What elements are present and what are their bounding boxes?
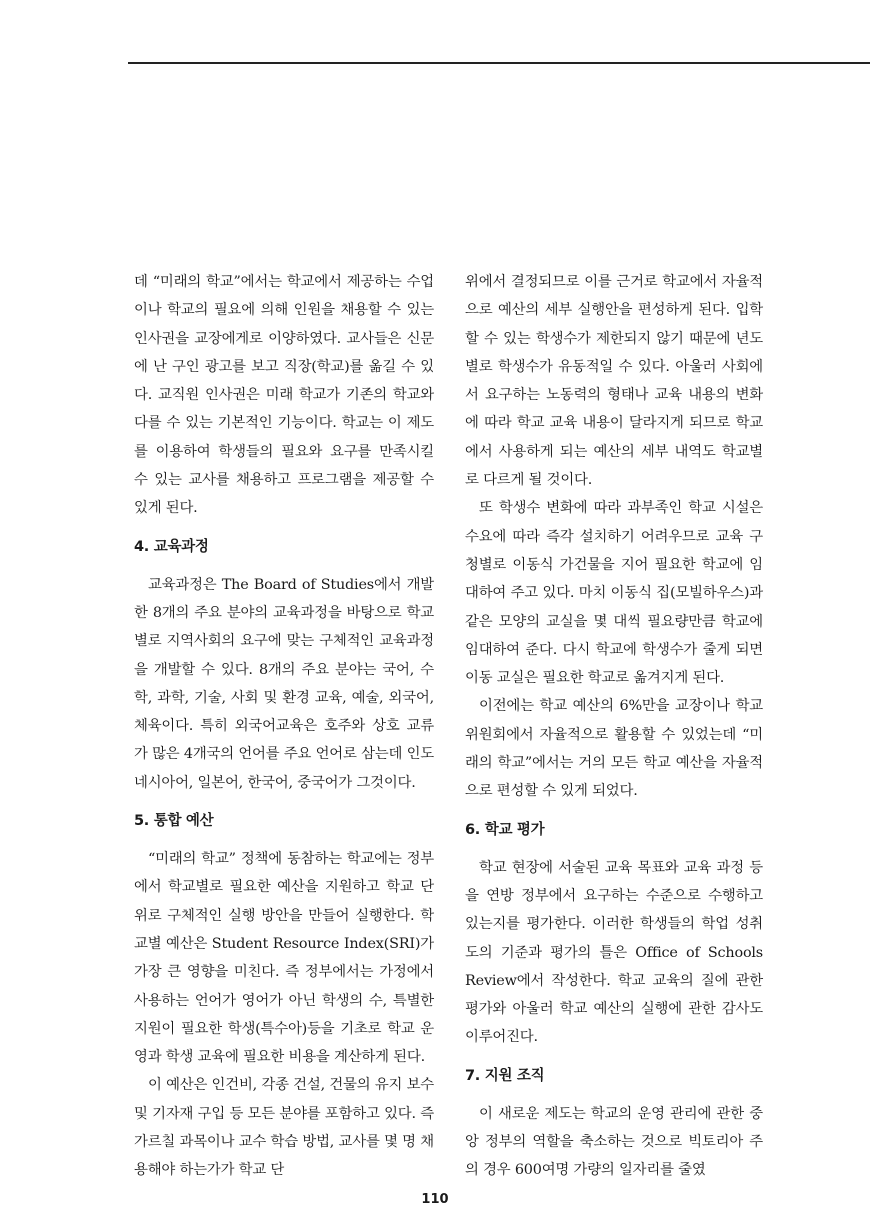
left-paragraph-4: 이 예산은 인건비, 각종 건설, 건물의 유지 보수 및 기자재 구입 등 모든 분야를 포함하고 있다. 즉 가르칠 과목이나 교수 학습 방법, 교사를 몇 명 채용해야 하는가가 학교 단 (134, 1077, 434, 1179)
top-rule (128, 62, 870, 64)
right-paragraph-2: 또 학생수 변화에 따라 과부족인 학교 시설은 수요에 따라 즉각 설치하기 어려우므로 교육 구청별로 이동식 가건물을 지어 필요한 학교에 임대하여 주고 있다. 마치 이동식 집(모빌하우스)과 같은 모양의 교실을 몇 대씩 필요량만큼 학교에 임대하여 준다. 다시 학교에 학생수가 줄게 되면 이동 교실은 필요한 학교로 옮겨지게 된다. (465, 500, 763, 687)
section-heading-integrated-budget: 5. 통합 예산 (134, 813, 214, 830)
left-paragraph-3: “미래의 학교” 정책에 동참하는 학교에는 정부에서 학교별로 필요한 예산을 지원하고 학교 단위로 구체적인 실행 방안을 만들어 실행한다. 학교별 예산은 Student Resource Index(SRI)가 가장 큰 영향을 미친다. 즉 정부에서는 가정에서 사용하는 언어가 영어가 아닌 학생의 수, 특별한 지원이 필요한 학생(특수아)등을 기초로 학교 운영과 학생 교육에 필요한 비용을 계산하게 된다. (134, 851, 434, 1066)
section-heading-curriculum: 4. 교육과정 (134, 538, 209, 555)
left-paragraph-2: 교육과정은 The Board of Studies에서 개발한 8개의 주요 분야의 교육과정을 바탕으로 학교별로 지역사회의 요구에 맞는 구체적인 교육과정을 개발할 수 있다. 8개의 주요 분야는 국어, 수학, 과학, 기술, 사회 및 환경 교육, 예술, 외국어, 체육이다. 특히 외국어교육은 호주와 상호 교류가 많은 4개국의 언어를 주요 언어로 삼는데 인도네시아어, 일본어, 한국어, 중국어가 그것이다. (134, 576, 434, 791)
page-number: 110 (421, 1192, 449, 1207)
section-heading-school-evaluation: 6. 학교 평가 (465, 821, 545, 838)
left-paragraph-1: 데 “미래의 학교”에서는 학교에서 제공하는 수업이나 학교의 필요에 의해 인원을 채용할 수 있는 인사권을 교장에게로 이양하였다. 교사들은 신문에 난 구인 광고를 보고 직장(학교)를 옮길 수 있다. 교직원 인사권은 미래 학교가 기존의 학교와 다를 수 있는 기본적인 기능이다. 학교는 이 제도를 이용하여 학생들의 필요와 요구를 만족시킬 수 있는 교사를 채용하고 프로그램을 제공할 수 있게 된다. (134, 274, 434, 517)
right-paragraph-4: 학교 현장에 서술된 교육 목표와 교육 과정 등을 연방 정부에서 요구하는 수준으로 수행하고 있는지를 평가한다. 이러한 학생들의 학업 성취도의 기준과 평가의 틀은 Office of Schools Review에서 작성한다. 학교 교육의 질에 관한 평가와 아울러 학교 예산의 실행에 관한 감사도 이루어진다. (465, 859, 763, 1046)
left-column (134, 268, 434, 1185)
right-paragraph-5: 이 새로운 제도는 학교의 운영 관리에 관한 중앙 정부의 역할을 축소하는 것으로 빅토리아 주의 경우 600여명 가량의 일자리를 줄였 (465, 1105, 763, 1179)
right-paragraph-3: 이전에는 학교 예산의 6%만을 교장이나 학교 위원회에서 자율적으로 활용할 수 있었는데 “미래의 학교”에서는 거의 모든 학교 예산을 자율적으로 편성할 수 있게 되었다. (465, 698, 763, 800)
section-heading-support-organization: 7. 지원 조직 (465, 1067, 545, 1084)
right-paragraph-1: 위에서 결정되므로 이를 근거로 학교에서 자율적으로 예산의 세부 실행안을 편성하게 된다. 입학 할 수 있는 학생수가 제한되지 않기 때문에 년도별로 학생수가 유동적일 수 있다. 아울러 사회에서 요구하는 노동력의 형태나 교육 내용의 변화에 따라 학교 교육 내용이 달라지게 되므로 학교에서 사용하게 되는 예산의 세부 내역도 학교별로 다르게 될 것이다. (465, 274, 763, 489)
right-column (465, 268, 763, 1185)
